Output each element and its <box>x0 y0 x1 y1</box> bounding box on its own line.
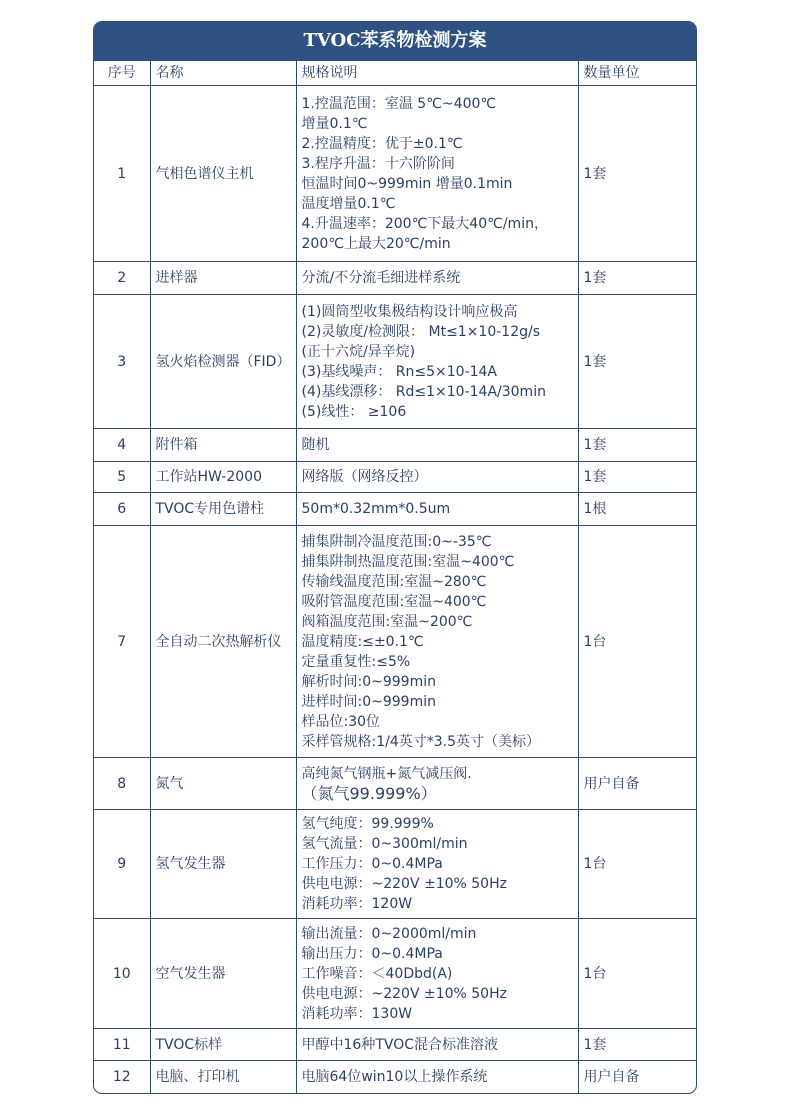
row-qty: 1套 <box>578 462 696 493</box>
spec-line: 温度精度:≤±0.1℃ <box>301 633 424 650</box>
row-name: TVOC标样 <box>150 1029 296 1061</box>
spec-line: 电脑64位win10以上操作系统 <box>301 1069 488 1086</box>
header-spec: 规格说明 <box>296 61 578 86</box>
spec-line: (正十六烷/异辛烷) <box>301 343 416 360</box>
row-qty: 1套 <box>578 262 696 295</box>
row-spec <box>296 919 578 1029</box>
table-row <box>94 758 696 810</box>
header-name: 名称 <box>150 61 296 86</box>
spec-line: 工作压力：0~0.4MPa <box>301 856 443 872</box>
row-spec <box>296 758 578 810</box>
spec-line: 1.控温范围：室温 5℃~400℃ <box>301 95 497 112</box>
row-qty: 1台 <box>578 526 696 758</box>
spec-line: 阀箱温度范围:室温~200℃ <box>301 613 473 630</box>
table-row <box>94 810 696 919</box>
table-row <box>94 919 696 1029</box>
row-name: 氢气发生器 <box>150 810 296 919</box>
spec-line: 采样管规格:1/4英寸*3.5英寸（美标） <box>301 733 541 750</box>
row-spec <box>296 493 578 526</box>
spec-table-card <box>93 21 697 1094</box>
row-qty: 用户自备 <box>578 1061 696 1094</box>
table-row <box>94 429 696 462</box>
row-seq: 6 <box>94 493 150 526</box>
spec-line: 2.控温精度：优于±0.1℃ <box>301 135 463 152</box>
row-seq: 8 <box>94 758 150 810</box>
table-row <box>94 295 696 429</box>
table-row <box>94 526 696 758</box>
row-spec <box>296 1061 578 1094</box>
spec-line: 随机 <box>301 437 330 453</box>
spec-line: 消耗功率：120W <box>301 896 413 912</box>
spec-line: 捕集阱制冷温度范围:0~-35℃ <box>301 533 492 550</box>
spec-line: (5)线性： ≥106 <box>301 403 407 420</box>
header-seq: 序号 <box>94 61 150 86</box>
row-seq: 7 <box>94 526 150 758</box>
row-name: 附件箱 <box>150 429 296 462</box>
table-row <box>94 1029 696 1061</box>
spec-line: 200℃上最大20℃/min <box>301 235 451 252</box>
row-name: 电脑、打印机 <box>150 1061 296 1094</box>
row-seq: 11 <box>94 1029 150 1061</box>
table-row <box>94 1061 696 1094</box>
table-title: TVOC苯系物检测方案 <box>94 22 696 60</box>
spec-line: (4)基线漂移： Rd≤1×10-14A/30min <box>301 383 546 400</box>
row-seq: 9 <box>94 810 150 919</box>
spec-table <box>94 60 696 1094</box>
row-seq: 1 <box>94 86 150 262</box>
row-spec <box>296 262 578 295</box>
spec-line: 供电电源：~220V ±10% 50Hz <box>301 985 507 1002</box>
row-spec <box>296 526 578 758</box>
spec-line: 恒温时间0~999min 增量0.1min <box>301 175 513 192</box>
row-name: 空气发生器 <box>150 919 296 1029</box>
spec-line: 输出流量：0~2000ml/min <box>301 925 477 942</box>
spec-line: 甲醇中16种TVOC混合标准溶液 <box>301 1036 498 1053</box>
spec-line: 分流/不分流毛细进样系统 <box>301 270 461 286</box>
row-spec <box>296 462 578 493</box>
row-name: 氢火焰检测器（FID） <box>150 295 296 429</box>
row-qty: 1套 <box>578 295 696 429</box>
row-seq: 4 <box>94 429 150 462</box>
row-name: 气相色谱仪主机 <box>150 86 296 262</box>
row-spec <box>296 1029 578 1061</box>
row-qty: 用户自备 <box>578 758 696 810</box>
spec-line: 氢气流量：0~300ml/min <box>301 836 468 852</box>
row-seq: 3 <box>94 295 150 429</box>
spec-line: 50m*0.32mm*0.5um <box>301 501 451 517</box>
spec-line: 3.程序升温：十六阶阶间 <box>301 155 455 172</box>
table-header-row <box>94 61 696 86</box>
spec-line: 进样时间:0~999min <box>301 693 436 710</box>
row-spec <box>296 295 578 429</box>
spec-line: 解析时间:0~999min <box>301 673 436 690</box>
spec-line: 高纯氮气钢瓶+氮气减压阀. <box>301 765 472 782</box>
spec-line: (3)基线噪声： Rn≤5×10-14A <box>301 363 498 380</box>
spec-line: 消耗功率：130W <box>301 1005 413 1022</box>
row-seq: 2 <box>94 262 150 295</box>
row-name: 进样器 <box>150 262 296 295</box>
row-name: 氮气 <box>150 758 296 810</box>
spec-line: （氮气99.999%） <box>301 783 437 803</box>
spec-line: 吸附管温度范围:室温~400℃ <box>301 593 487 610</box>
row-qty: 1台 <box>578 919 696 1029</box>
spec-line: 样品位:30位 <box>301 713 381 730</box>
spec-line: 输出压力：0~0.4MPa <box>301 945 443 962</box>
spec-line: 供电电源：~220V ±10% 50Hz <box>301 876 507 892</box>
row-spec <box>296 429 578 462</box>
spec-line: 增量0.1℃ <box>301 115 368 132</box>
header-qty: 数量单位 <box>578 61 696 86</box>
row-seq: 10 <box>94 919 150 1029</box>
row-qty: 1套 <box>578 429 696 462</box>
row-qty: 1根 <box>578 493 696 526</box>
row-spec <box>296 86 578 262</box>
spec-line: 网络版（网络反控） <box>301 469 428 485</box>
spec-line: (2)灵敏度/检测限： Mt≤1×10-12g/s <box>301 323 541 340</box>
row-qty: 1套 <box>578 1029 696 1061</box>
row-name: 工作站HW-2000 <box>150 462 296 493</box>
row-name: 全自动二次热解析仪 <box>150 526 296 758</box>
row-seq: 5 <box>94 462 150 493</box>
spec-line: 工作噪音：＜40Dbd(A) <box>301 965 453 982</box>
spec-line: 传输线温度范围:室温~280℃ <box>301 573 487 590</box>
row-spec <box>296 810 578 919</box>
spec-line: 定量重复性:≤5% <box>301 653 411 670</box>
row-qty: 1套 <box>578 86 696 262</box>
table-row <box>94 462 696 493</box>
table-row <box>94 262 696 295</box>
table-row <box>94 86 696 262</box>
table-row <box>94 493 696 526</box>
spec-line: 温度增量0.1℃ <box>301 195 396 212</box>
spec-line: (1)圆筒型收集极结构设计响应极高 <box>301 303 518 320</box>
row-name: TVOC专用色谱柱 <box>150 493 296 526</box>
row-seq: 12 <box>94 1061 150 1094</box>
row-qty: 1台 <box>578 810 696 919</box>
spec-line: 氢气纯度：99.999% <box>301 816 434 832</box>
spec-line: 捕集阱制热温度范围:室温~400℃ <box>301 553 515 570</box>
spec-line: 4.升温速率：200℃下最大40℃/min， <box>301 215 548 232</box>
